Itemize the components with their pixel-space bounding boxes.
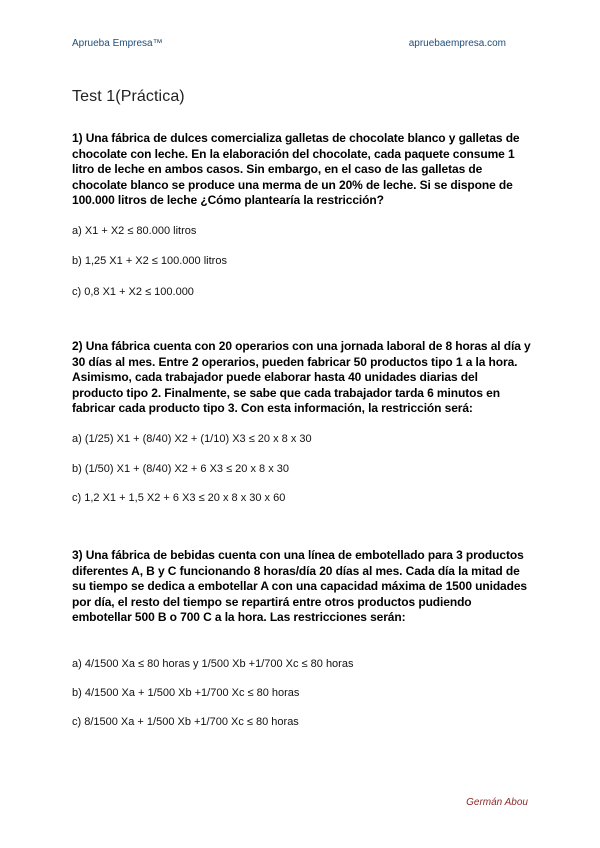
question-2-option-b: b) (1/50) X1 + (8/40) X2 + 6 X3 ≤ 20 x 8 x 30 xyxy=(72,463,289,475)
question-3-option-a: a) 4/1500 Xa ≤ 80 horas y 1/500 Xb +1/700 Xc ≤ 80 horas xyxy=(72,658,354,670)
question-1-option-b: b) 1,25 X1 + X2 ≤ 100.000 litros xyxy=(72,255,227,267)
page-title: Test 1(Práctica) xyxy=(72,88,185,105)
question-1-text: 1) Una fábrica de dulces comercializa galletas de chocolate blanco y galletas de chocolate con leche. En la elaboración del chocolate, cada paquete consume 1 litro de leche en ambos casos. Sin embargo, en el caso de las galletas de chocolate blanco se produce una merma de un 20% de leche. Si se dispone de 100.000 litros de leche ¿Cómo plantearía la restricción? xyxy=(72,131,520,207)
question-1-option-a: a) X1 + X2 ≤ 80.000 litros xyxy=(72,225,197,237)
question-3-option-b: b) 4/1500 Xa + 1/500 Xb +1/700 Xc ≤ 80 horas xyxy=(72,687,300,699)
question-2-option-c: c) 1,2 X1 + 1,5 X2 + 6 X3 ≤ 20 x 8 x 30 x 60 xyxy=(72,492,286,504)
question-2-option-a: a) (1/25) X1 + (8/40) X2 + (1/10) X3 ≤ 20 x 8 x 30 xyxy=(72,433,312,445)
question-3-text: 3) Una fábrica de bebidas cuenta con una línea de embotellado para 3 productos diferentes A, B y C funcionando 8 horas/día 20 días al mes. Cada día la mitad de su tiempo se dedica a embotellar A con una capacidad máxima de 1500 unidades por día, el resto del tiempo se repartirá entre otros productos pudiendo embotellar 500 B o 700 C a la hora. Las restricciones serán: xyxy=(72,548,528,624)
website-link[interactable]: apruebaempresa.com xyxy=(408,38,506,49)
author-signature: Germán Abou xyxy=(466,797,528,808)
question-3-option-c: c) 8/1500 Xa + 1/500 Xb +1/700 Xc ≤ 80 horas xyxy=(72,716,299,728)
question-2-text: 2) Una fábrica cuenta con 20 operarios con una jornada laboral de 8 horas al día y 30 días al mes. Entre 2 operarios, pueden fabricar 50 productos tipo 1 a la hora. Asimismo, cada trabajador puede elaborar hasta 40 unidades diarias del producto tipo 2. Finalmente, se sabe que cada trabajador tarda 6 minutos en fabricar cada producto tipo 3. Con esta información, la restricción será: xyxy=(72,339,531,415)
question-1-option-c: c) 0,8 X1 + X2 ≤ 100.000 xyxy=(72,286,194,298)
brand-name: Aprueba Empresa™ xyxy=(72,38,163,49)
page-header xyxy=(72,38,506,52)
